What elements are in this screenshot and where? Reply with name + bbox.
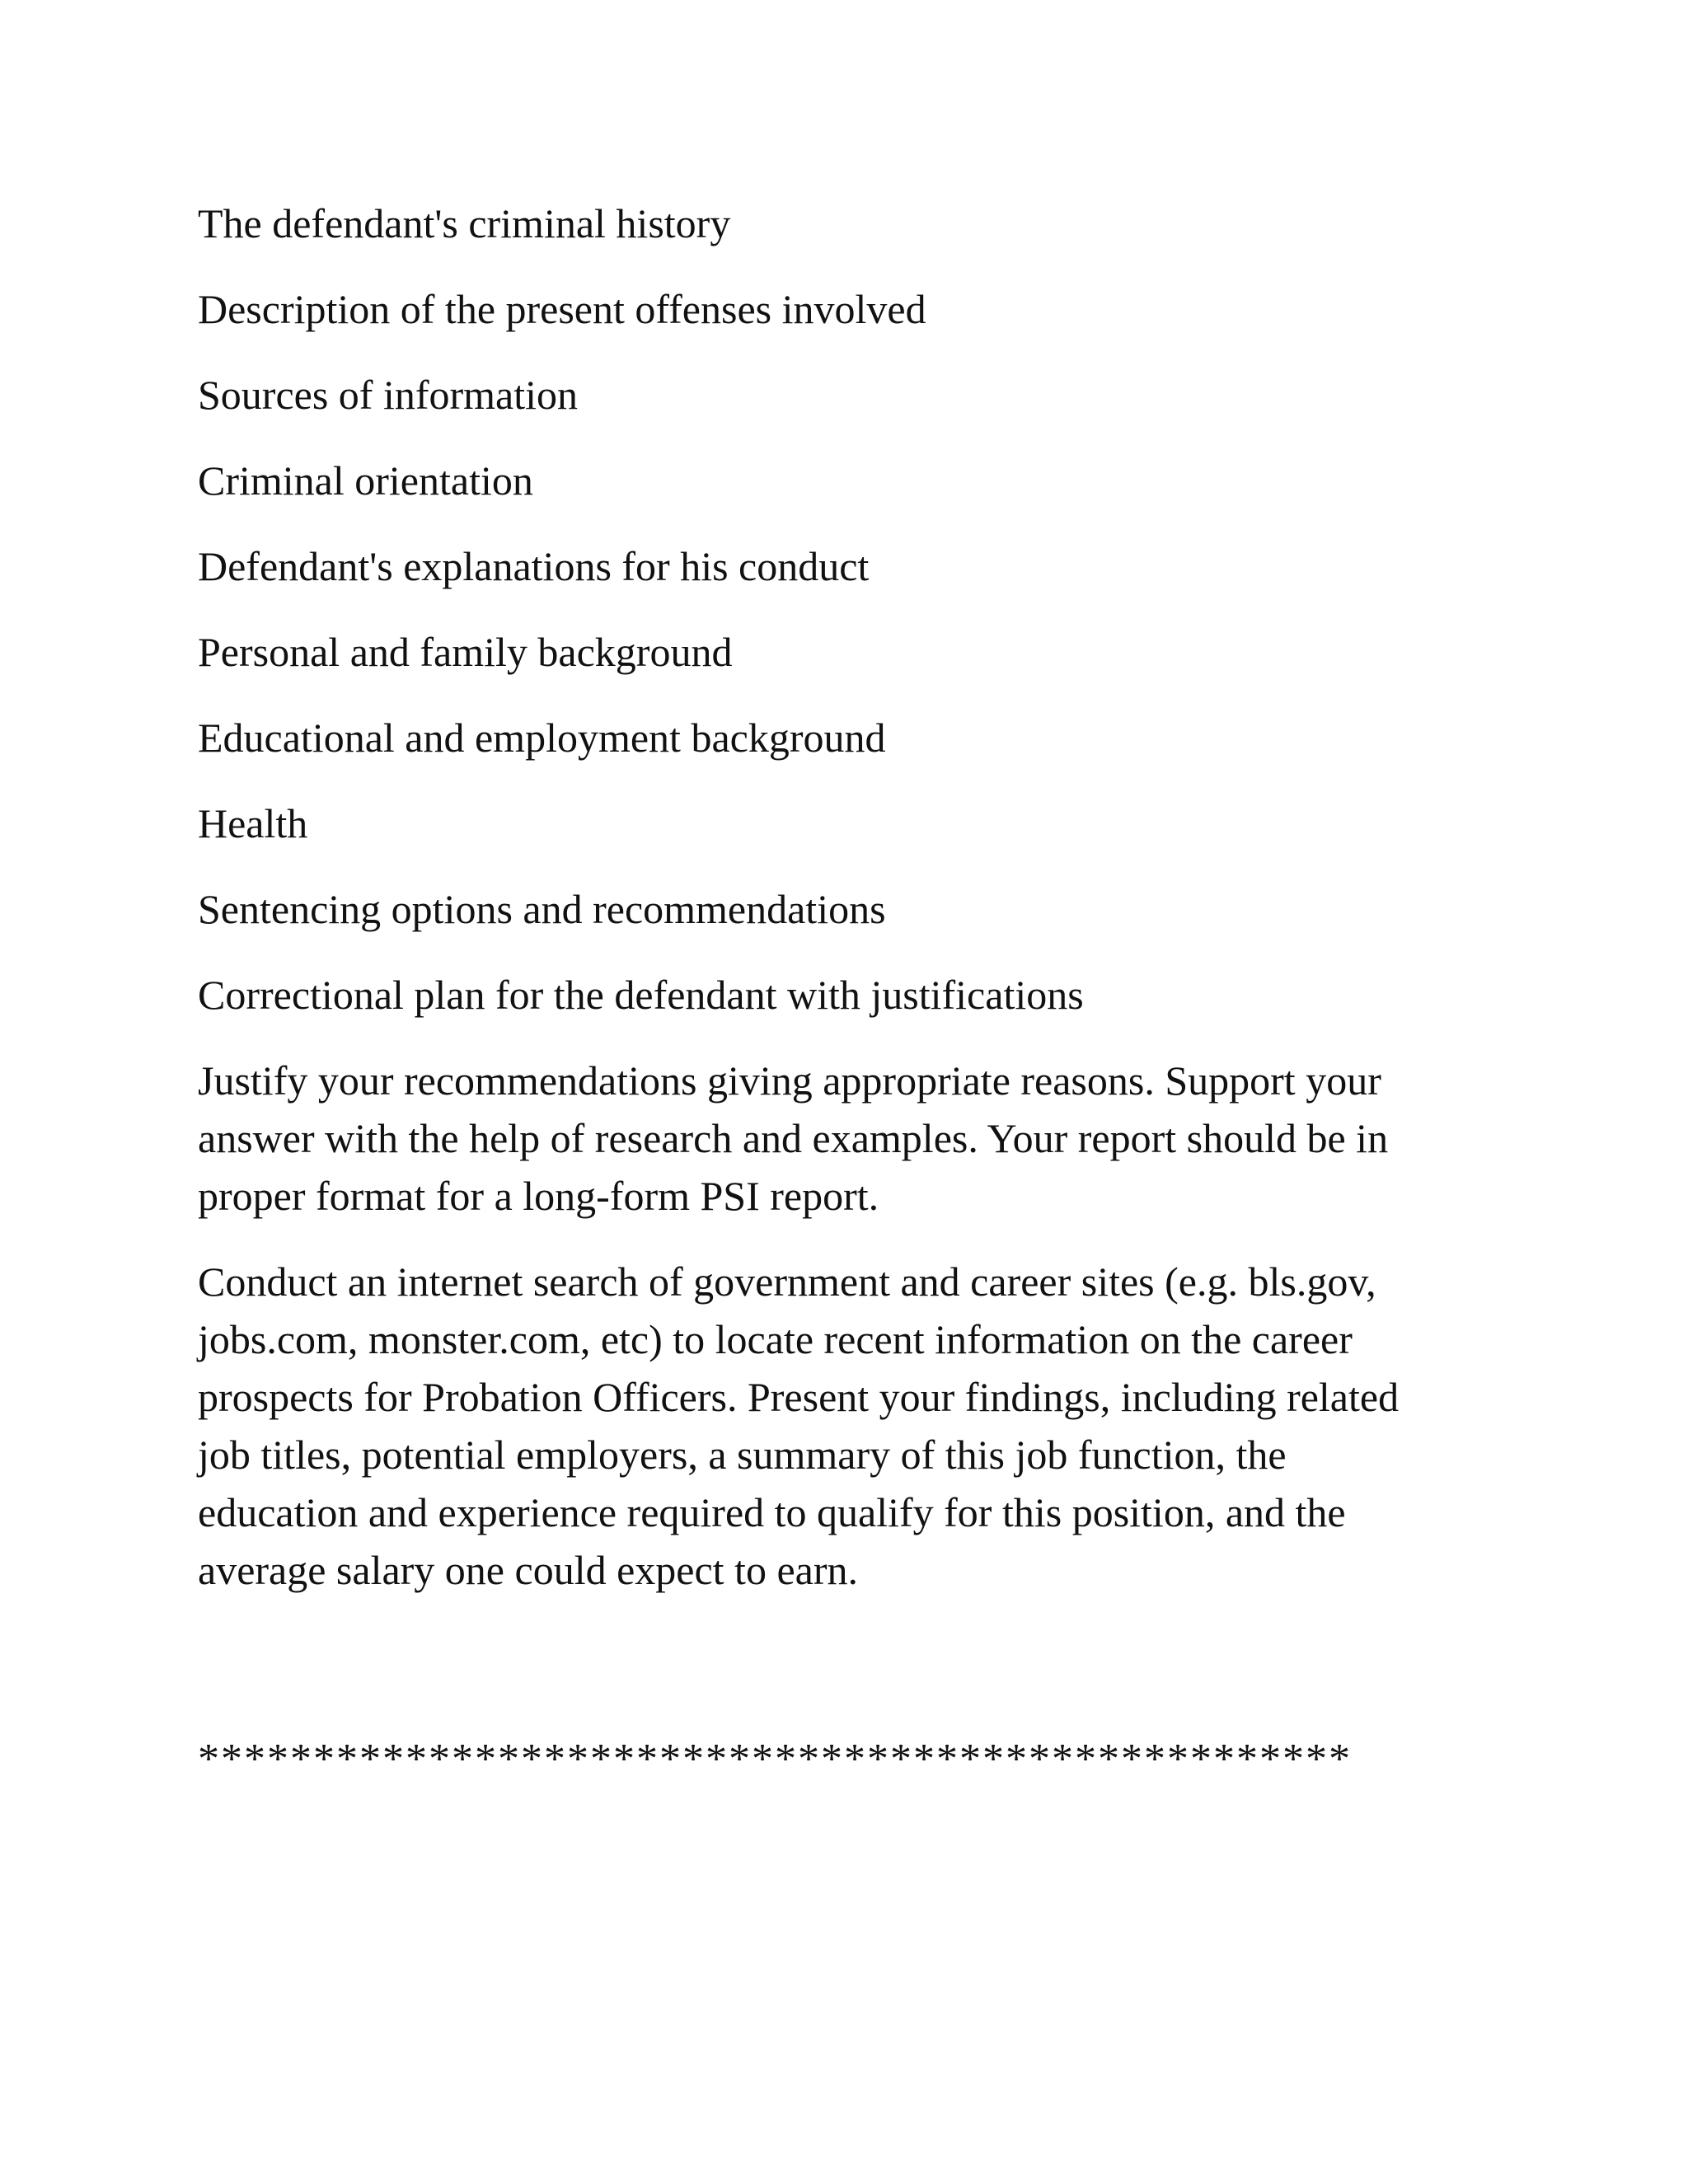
paragraph-line: Conduct an internet search of government and career sites (e.g. bls.gov, — [198, 1258, 1376, 1305]
paragraph-line: jobs.com, monster.com, etc) to locate recent information on the career — [198, 1316, 1353, 1362]
list-item-explanations: Defendant's explanations for his conduct — [198, 543, 870, 589]
paragraph-line: education and experience required to qualify for this position, and the — [198, 1489, 1346, 1535]
list-item-criminal-orientation: Criminal orientation — [198, 457, 533, 504]
document-body — [198, 194, 1500, 1788]
paragraph-line: prospects for Probation Officers. Present your findings, including related — [198, 1374, 1400, 1420]
list-item-present-offenses: Description of the present offenses involved — [198, 286, 926, 332]
asterisk-separator: ************************************************** — [198, 1736, 1352, 1783]
list-item-education-employment: Educational and employment background — [198, 715, 886, 761]
list-item-health: Health — [198, 800, 308, 846]
list-item-sources: Sources of information — [198, 372, 579, 418]
list-item-sentencing-options: Sentencing options and recommendations — [198, 886, 886, 932]
paragraph-line: average salary one could expect to earn. — [198, 1547, 858, 1593]
list-item-criminal-history: The defendant's criminal history — [198, 200, 731, 246]
list-item-personal-background: Personal and family background — [198, 629, 733, 675]
paragraph-justify — [198, 1052, 1500, 1225]
paragraph-line: job titles, potential employers, a summary of this job function, the — [198, 1432, 1287, 1478]
paragraph-internet-search — [198, 1253, 1500, 1599]
paragraph-line: answer with the help of research and examples. Your report should be in — [198, 1115, 1389, 1161]
paragraph-line: Justify your recommendations giving appropriate reasons. Support your — [198, 1057, 1381, 1104]
paragraph-line: proper format for a long-form PSI report. — [198, 1173, 879, 1219]
list-item-correctional-plan: Correctional plan for the defendant with justifications — [198, 972, 1084, 1018]
